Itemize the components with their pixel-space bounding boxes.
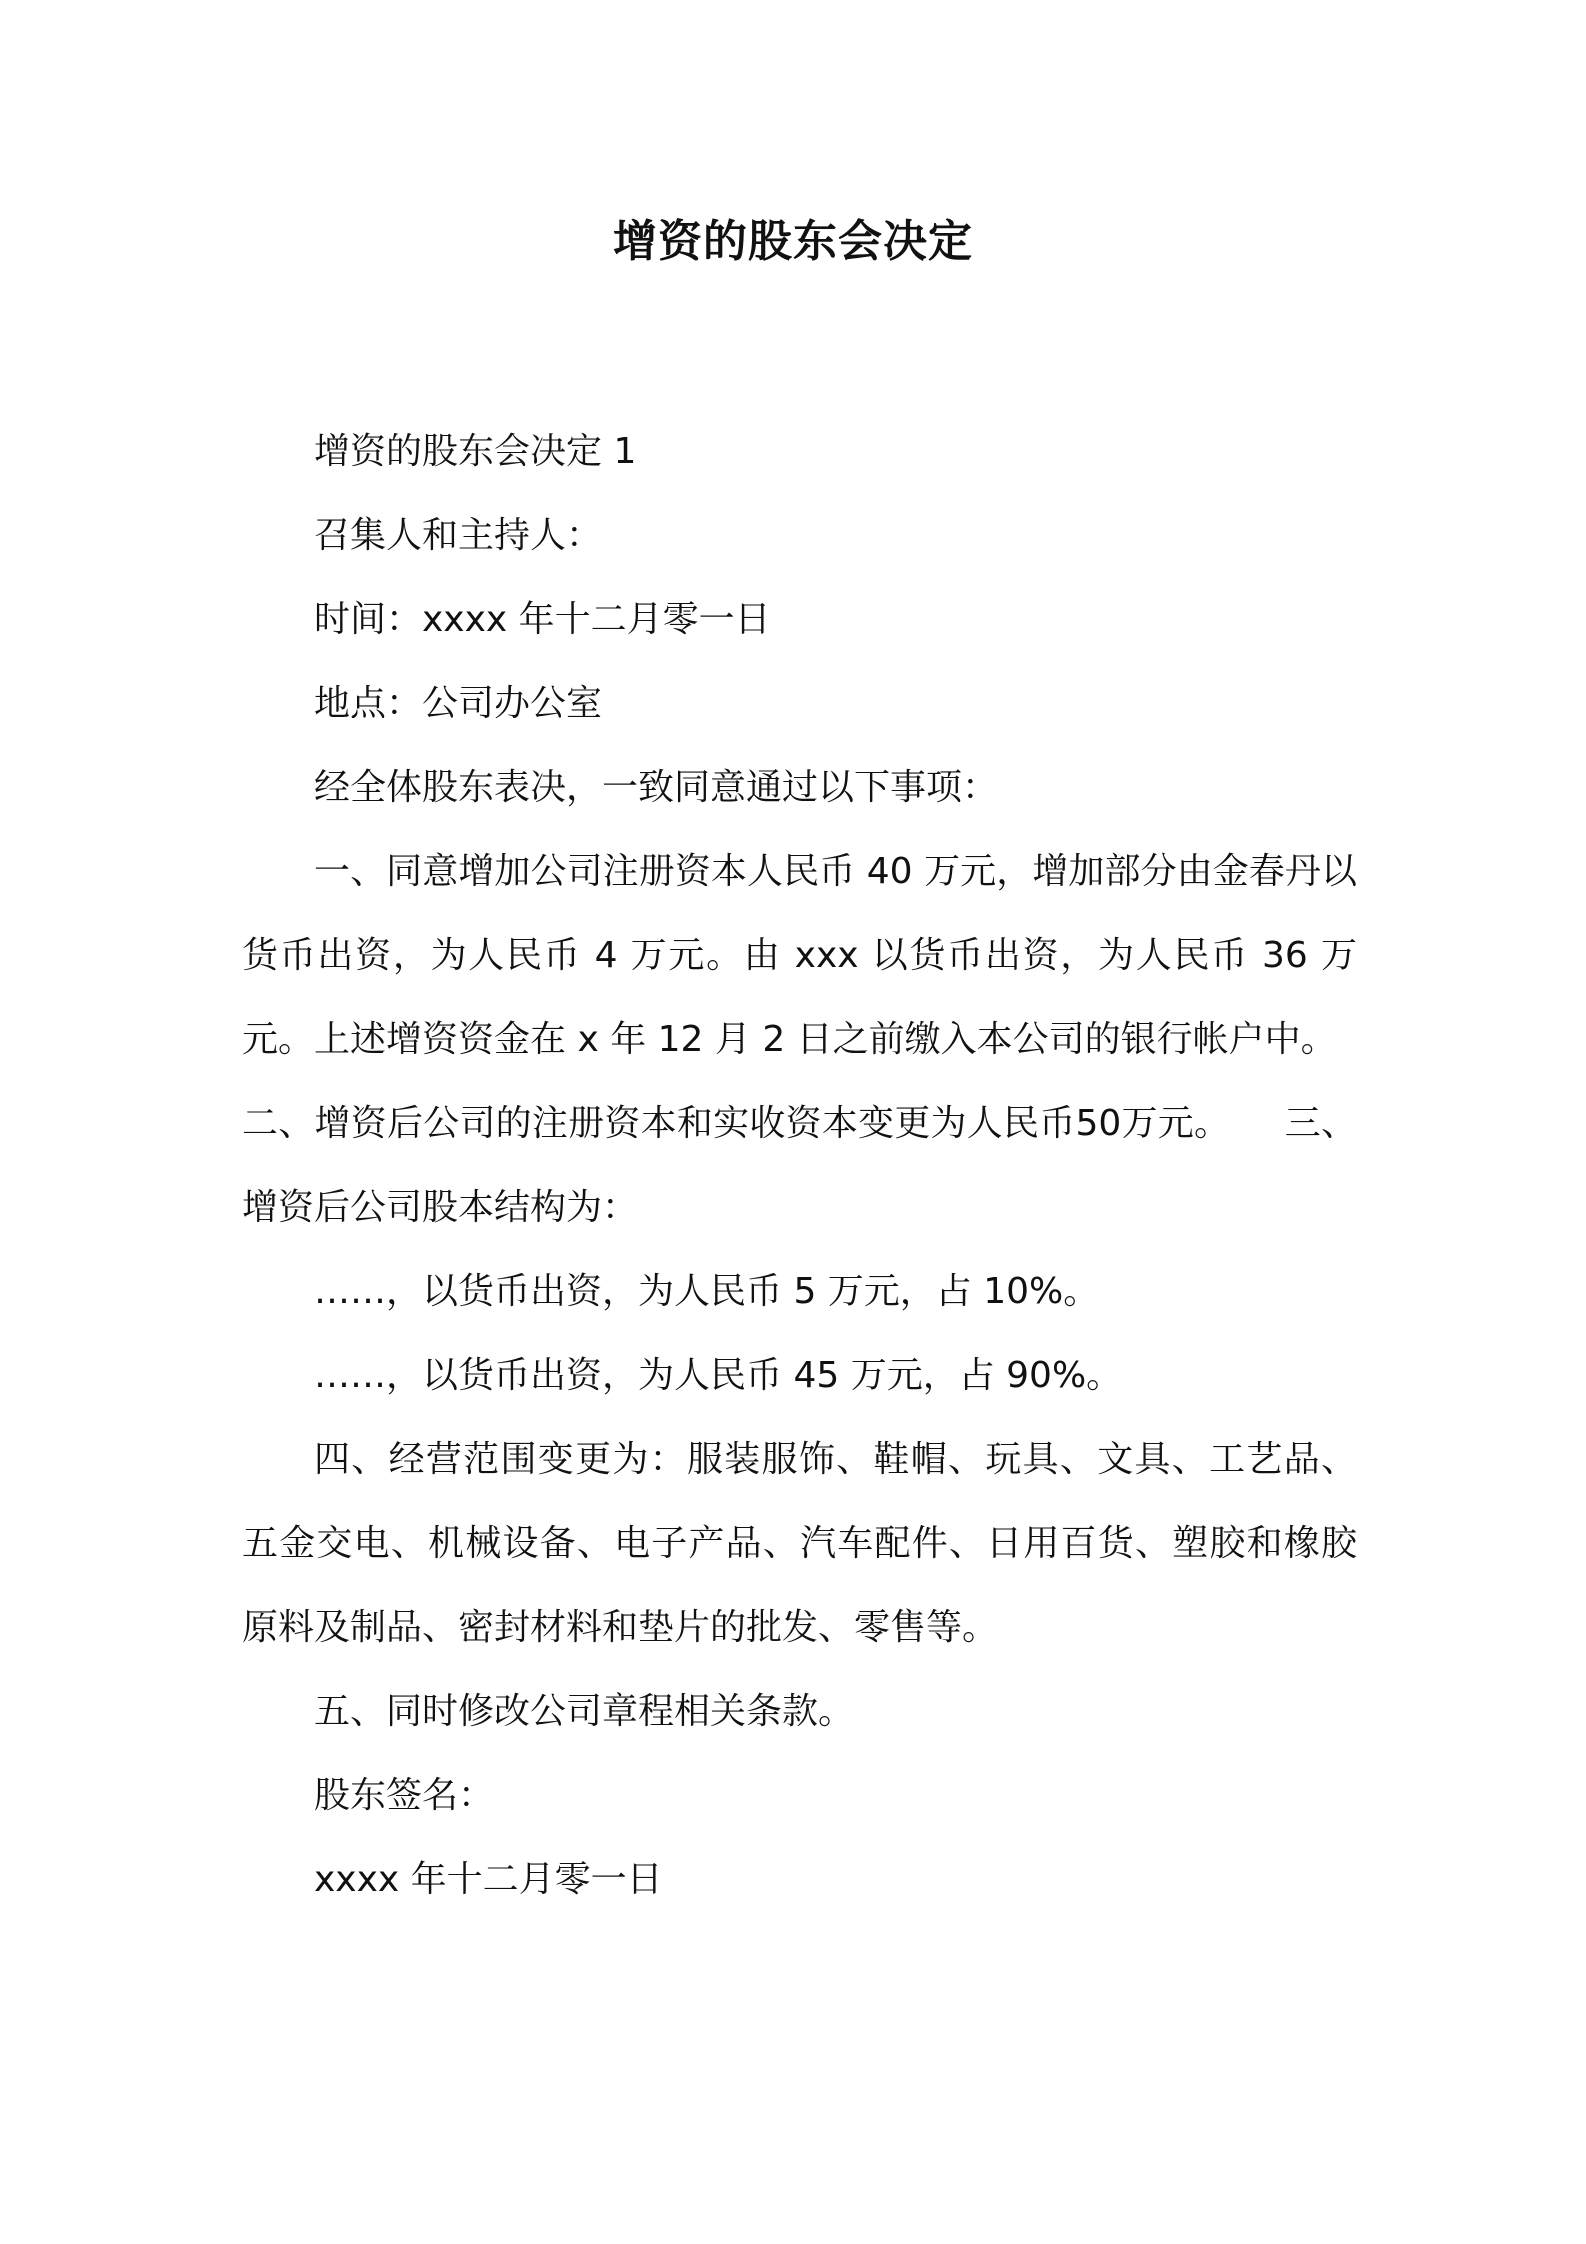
document-body [242, 410, 1357, 1922]
paragraph-resolution-intro: 经全体股东表决，一致同意通过以下事项： [314, 767, 999, 808]
paragraph-item-one: 一、同意增加公司注册资本人民币 40 万元，增加部分由金春丹以货币出资，为人民币 4 万元。由 xxx 以货币出资，为人民币 36 万元。上述增资资金在 x 年 12 月 2 日之前缴入本公司的银行帐户中。 [242, 851, 1357, 1060]
paragraph-time: 时间：xxxx 年十二月零一日 [314, 599, 771, 640]
paragraph-shareholder-one: ……，以货币出资，为人民币 5 万元，占 10%。 [314, 1271, 1100, 1312]
paragraph-location: 地点：公司办公室 [314, 683, 603, 724]
paragraph-signature-label: 股东签名： [314, 1775, 495, 1816]
paragraph-item-four: 四、经营范围变更为：服装服饰、鞋帽、玩具、文具、工艺品、五金交电、机械设备、电子产品、汽车配件、日用百货、塑胶和橡胶原料及制品、密封材料和垫片的批发、零售等。 [242, 1439, 1357, 1648]
paragraph-convener: 召集人和主持人： [314, 515, 603, 556]
paragraph-heading: 增资的股东会决定 1 [314, 431, 637, 472]
paragraph-item-two-three: 二、增资后公司的注册资本和实收资本变更为人民币50万元。 三、增资后公司股本结构为： [242, 1103, 1357, 1228]
paragraph-shareholder-two: ……，以货币出资，为人民币 45 万元，占 90%。 [314, 1355, 1123, 1396]
paragraph-item-five: 五、同时修改公司章程相关条款。 [314, 1691, 855, 1732]
document-title: 增资的股东会决定 [613, 216, 973, 267]
paragraph-date: xxxx 年十二月零一日 [314, 1859, 663, 1900]
